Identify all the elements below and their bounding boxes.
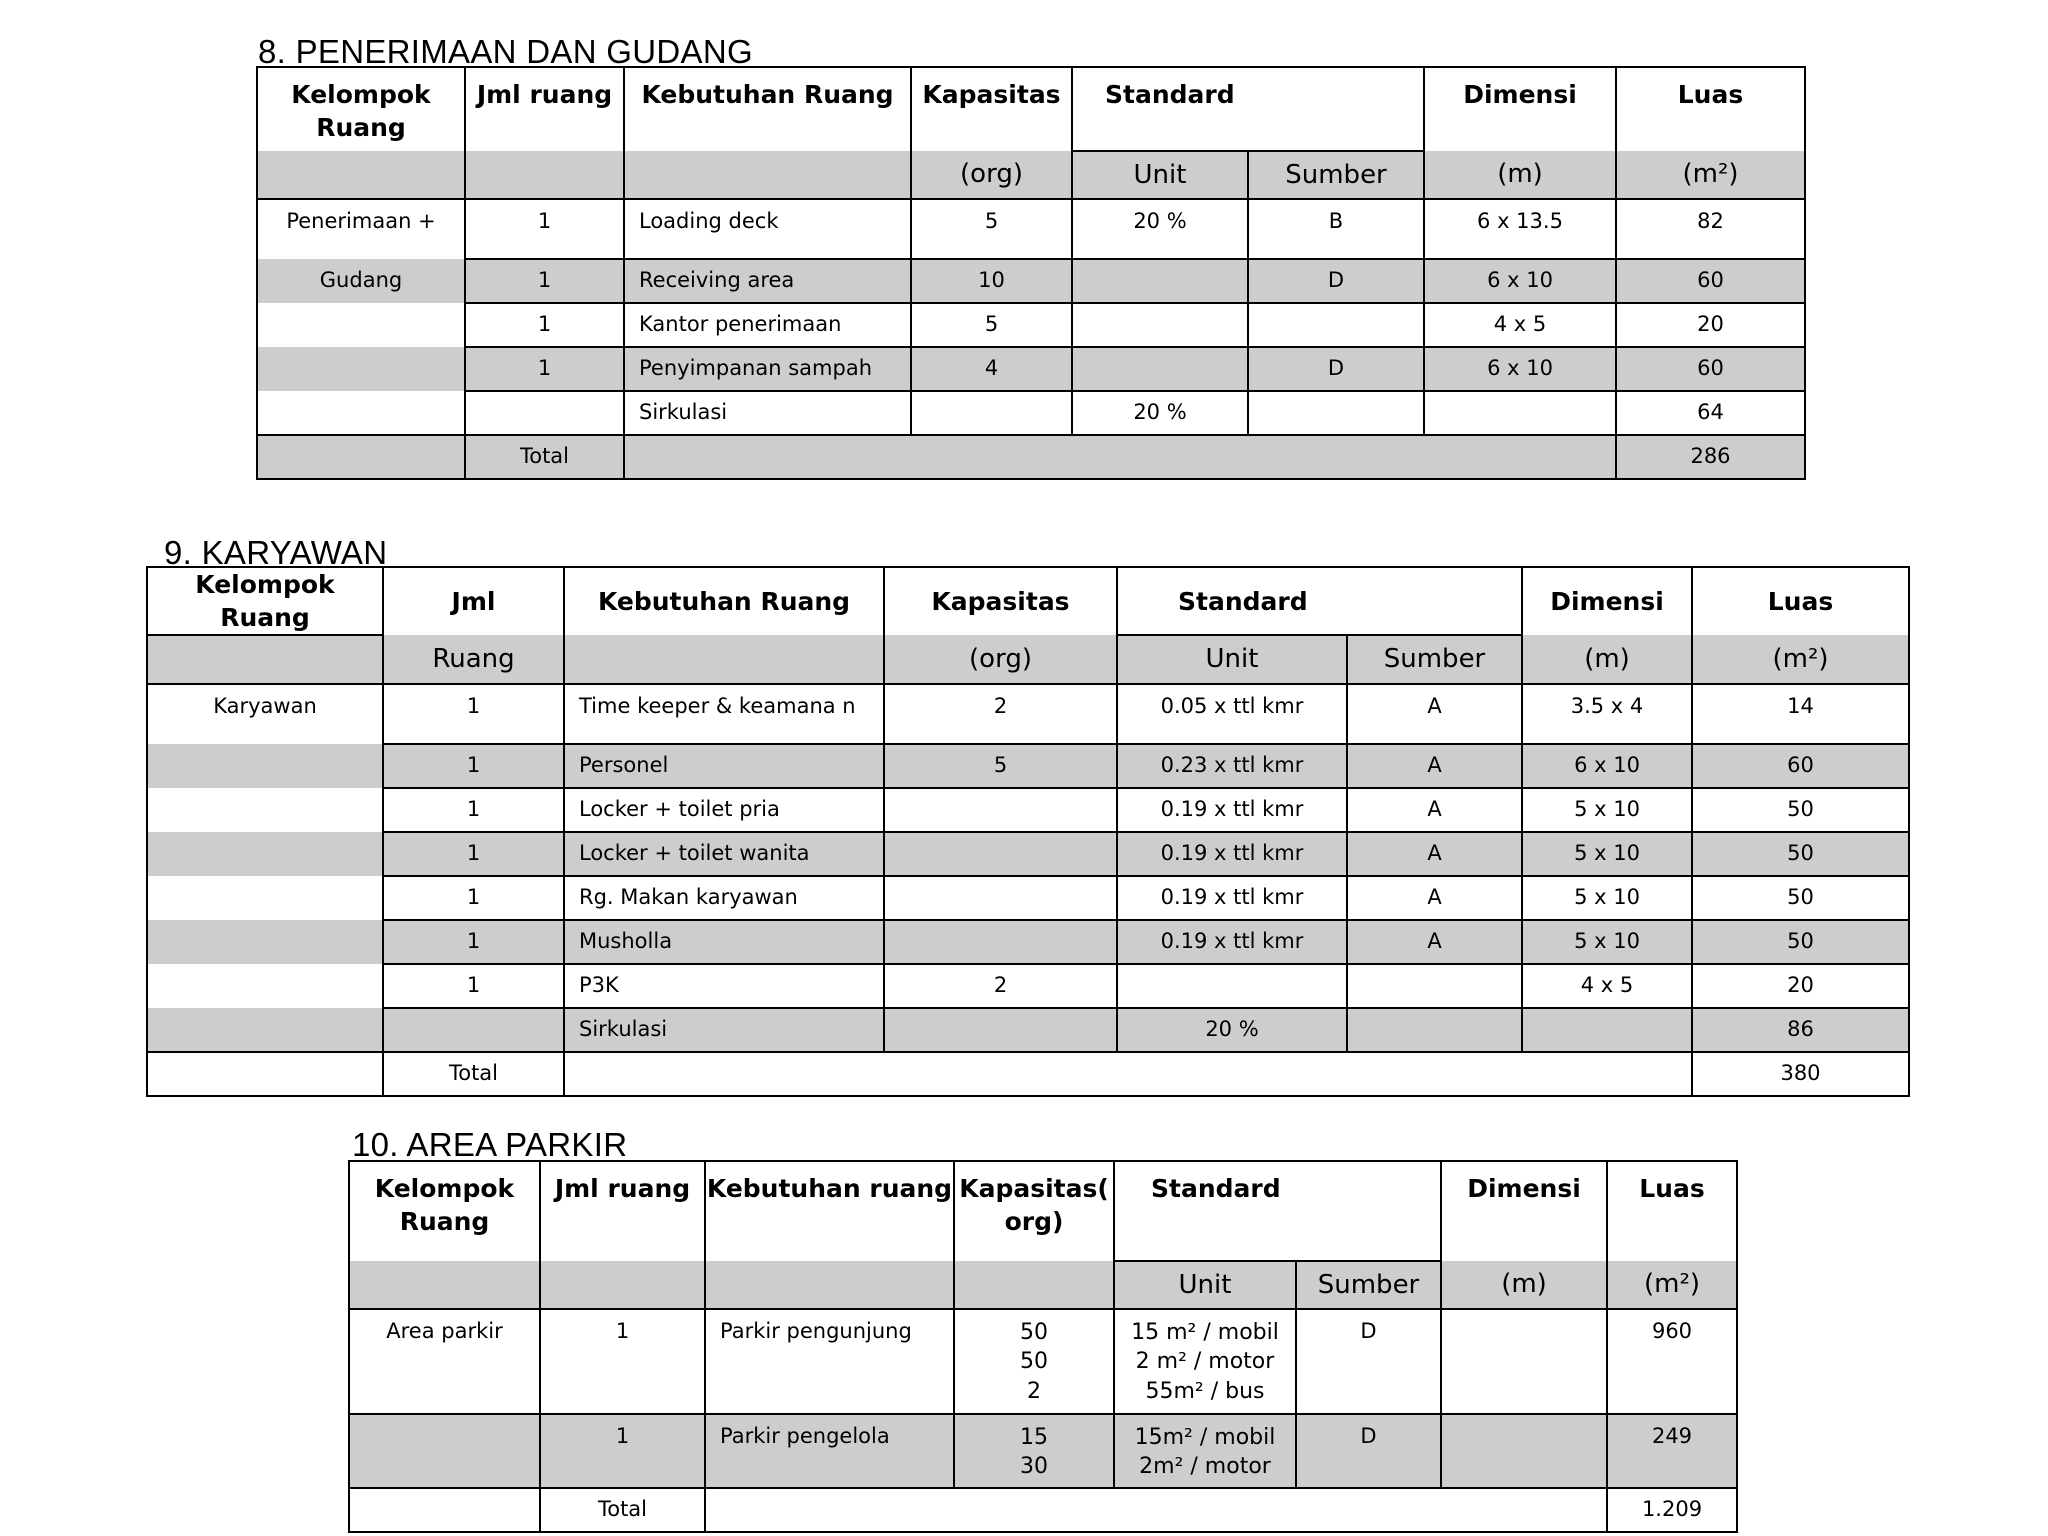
header-sub-empty: [705, 1261, 954, 1309]
header-unit: Unit: [1072, 151, 1248, 199]
cell-unit: 20 %: [1117, 1008, 1347, 1052]
group-cell-empty: [147, 920, 383, 964]
header-dimensi: Dimensi: [1424, 67, 1616, 151]
cell-kebutuhan: Personel: [564, 744, 884, 788]
cell-kapasitas: 2: [884, 684, 1117, 744]
cell-dimensi: [1441, 1309, 1607, 1414]
cell-kebutuhan: Sirkulasi: [624, 391, 911, 435]
table-karyawan: [146, 566, 1910, 1097]
cell-kapasitas: [884, 920, 1117, 964]
cell-jml: 1: [465, 259, 624, 303]
header-dimensi: Dimensi: [1522, 567, 1692, 635]
header-sumber: Sumber: [1296, 1261, 1441, 1309]
group-cell-empty: [257, 303, 465, 347]
header-sub-empty: [564, 635, 884, 684]
total-cell-empty: [624, 435, 1616, 479]
header-kelompok-ruang: Kelompok Ruang: [147, 567, 383, 635]
table-area-parkir: [348, 1160, 1738, 1533]
header-luas: Luas: [1692, 567, 1909, 635]
unit-line: 15 m² / mobil: [1131, 1320, 1279, 1345]
cell-kebutuhan: Time keeper & keamana n: [564, 684, 884, 744]
cell-dimensi: 3.5 x 4: [1522, 684, 1692, 744]
cell-luas: 14: [1692, 684, 1909, 744]
header-dimensi-unit: (m): [1522, 635, 1692, 684]
header-luas: Luas: [1607, 1161, 1737, 1261]
cell-kapasitas: [884, 788, 1117, 832]
header-org: (org): [911, 151, 1072, 199]
cell-sumber: [1248, 391, 1424, 435]
cell-dimensi: 6 x 10: [1424, 347, 1616, 391]
cell-luas: 20: [1692, 964, 1909, 1008]
table-row: [257, 303, 1805, 347]
cell-unit: 20 %: [1072, 199, 1248, 259]
cell-jml: [383, 1008, 564, 1052]
cell-dimensi: 5 x 10: [1522, 788, 1692, 832]
cell-luas: 50: [1692, 920, 1909, 964]
unit-line: 55m² / bus: [1145, 1378, 1265, 1404]
total-cell-empty: [257, 435, 465, 479]
cell-kebutuhan: P3K: [564, 964, 884, 1008]
cell-sumber: A: [1347, 920, 1522, 964]
cell-kapasitas: 5: [911, 303, 1072, 347]
header-kapasitas: Kapasitas: [884, 567, 1117, 635]
cell-kapasitas: [884, 832, 1117, 876]
cell-luas: 50: [1692, 788, 1909, 832]
cell-unit: 0.23 x ttl kmr: [1117, 744, 1347, 788]
total-cell-empty: [705, 1488, 1607, 1532]
cell-sumber: A: [1347, 876, 1522, 920]
cell-jml: 1: [383, 964, 564, 1008]
cell-kapasitas: [954, 1309, 1114, 1414]
total-row: [257, 435, 1805, 479]
total-label: Total: [383, 1052, 564, 1096]
header-jml-ruang: Jml ruang: [465, 67, 624, 151]
cell-jml: 1: [540, 1414, 705, 1488]
cell-sumber: [1248, 303, 1424, 347]
cell-luas: 249: [1607, 1414, 1737, 1488]
cell-kelompok: [349, 1414, 540, 1488]
cell-dimensi: 6 x 13.5: [1424, 199, 1616, 259]
cell-kebutuhan: Locker + toilet pria: [564, 788, 884, 832]
cell-luas: 960: [1607, 1309, 1737, 1414]
cell-kapasitas: 5: [884, 744, 1117, 788]
group-cell-empty: [257, 347, 465, 391]
header-kebutuhan-ruang: Kebutuhan Ruang: [564, 567, 884, 635]
cell-kebutuhan: Locker + toilet wanita: [564, 832, 884, 876]
cell-kapasitas: [911, 391, 1072, 435]
cell-luas: 60: [1692, 744, 1909, 788]
cell-dimensi: 4 x 5: [1522, 964, 1692, 1008]
kapasitas-line: 30: [1020, 1454, 1048, 1480]
header-unit: Unit: [1114, 1261, 1296, 1309]
group-cell-empty: [257, 391, 465, 435]
cell-kebutuhan: Penyimpanan sampah: [624, 347, 911, 391]
group-label: Karyawan: [147, 684, 383, 744]
cell-unit: 0.19 x ttl kmr: [1117, 920, 1347, 964]
total-label: Total: [465, 435, 624, 479]
cell-jml: 1: [383, 744, 564, 788]
section-8-title: 8. PENERIMAAN DAN GUDANG: [258, 33, 753, 70]
cell-kebutuhan: Parkir pengunjung: [705, 1309, 954, 1414]
header-kelompok-ruang: Kelompok Ruang: [257, 67, 465, 151]
group-label: Gudang: [257, 259, 465, 303]
cell-kebutuhan: Rg. Makan karyawan: [564, 876, 884, 920]
unit-line: 15m² / mobil: [1134, 1425, 1276, 1450]
cell-kapasitas: 2: [884, 964, 1117, 1008]
kapasitas-line: 50: [1020, 1349, 1048, 1375]
header-sumber: Sumber: [1248, 151, 1424, 199]
cell-dimensi: 6 x 10: [1424, 259, 1616, 303]
cell-luas: 60: [1616, 347, 1805, 391]
cell-sumber: B: [1248, 199, 1424, 259]
cell-luas: 86: [1692, 1008, 1909, 1052]
cell-jml: 1: [383, 832, 564, 876]
cell-jml: 1: [465, 199, 624, 259]
cell-kelompok: Area parkir: [349, 1309, 540, 1414]
cell-dimensi: 4 x 5: [1424, 303, 1616, 347]
cell-jml: 1: [383, 920, 564, 964]
cell-luas: 50: [1692, 832, 1909, 876]
cell-luas: 82: [1616, 199, 1805, 259]
header-luas-unit: (m²): [1616, 151, 1805, 199]
cell-unit: [1114, 1414, 1296, 1488]
cell-dimensi: [1424, 391, 1616, 435]
cell-luas: 20: [1616, 303, 1805, 347]
header-sub-empty: [624, 151, 911, 199]
cell-jml: 1: [465, 347, 624, 391]
cell-sumber: A: [1347, 744, 1522, 788]
cell-dimensi: [1441, 1414, 1607, 1488]
header-sub-empty: [257, 151, 465, 199]
total-cell-empty: [147, 1052, 383, 1096]
cell-kebutuhan: Musholla: [564, 920, 884, 964]
header-luas-unit: (m²): [1607, 1261, 1737, 1309]
table-penerimaan-gudang: [256, 66, 1806, 480]
header-standard: Standard: [1072, 67, 1424, 151]
cell-sumber: A: [1347, 832, 1522, 876]
table-row: [257, 347, 1805, 391]
cell-unit: [1072, 259, 1248, 303]
header-org: (org): [884, 635, 1117, 684]
group-cell-empty: [147, 876, 383, 920]
section-10-title: 10. AREA PARKIR: [352, 1126, 628, 1163]
cell-luas: 64: [1616, 391, 1805, 435]
header-standard: Standard: [1114, 1161, 1441, 1261]
section-9-title: 9. KARYAWAN: [164, 534, 388, 571]
cell-kebutuhan: Parkir pengelola: [705, 1414, 954, 1488]
total-value: 380: [1692, 1052, 1909, 1096]
header-sub-empty: [540, 1261, 705, 1309]
group-cell-empty: [147, 832, 383, 876]
group-cell-empty: [147, 744, 383, 788]
cell-sumber: D: [1296, 1414, 1441, 1488]
total-cell-empty: [349, 1488, 540, 1532]
cell-jml: 1: [383, 788, 564, 832]
cell-jml: 1: [465, 303, 624, 347]
header-sub-empty: [954, 1261, 1114, 1309]
cell-jml: [465, 391, 624, 435]
cell-jml: 1: [383, 684, 564, 744]
table-row: [147, 920, 1909, 964]
cell-kebutuhan: Sirkulasi: [564, 1008, 884, 1052]
header-kebutuhan-ruang: Kebutuhan ruang: [705, 1161, 954, 1261]
group-cell-empty: [147, 788, 383, 832]
cell-kapasitas: [884, 1008, 1117, 1052]
cell-kebutuhan: Receiving area: [624, 259, 911, 303]
header-kebutuhan-ruang: Kebutuhan Ruang: [624, 67, 911, 151]
cell-sumber: D: [1296, 1309, 1441, 1414]
header-sub-empty: [147, 635, 383, 684]
cell-kapasitas: [954, 1414, 1114, 1488]
cell-sumber: A: [1347, 684, 1522, 744]
cell-unit: [1114, 1309, 1296, 1414]
kapasitas-line: 15: [1020, 1425, 1048, 1450]
cell-kapasitas: 5: [911, 199, 1072, 259]
cell-dimensi: [1522, 1008, 1692, 1052]
table-row: [349, 1309, 1737, 1414]
group-cell-empty: [147, 1008, 383, 1052]
cell-sumber: [1347, 1008, 1522, 1052]
cell-luas: 60: [1616, 259, 1805, 303]
cell-jml: 1: [383, 876, 564, 920]
cell-sumber: A: [1347, 788, 1522, 832]
header-ruang: Ruang: [383, 635, 564, 684]
header-luas-unit: (m²): [1692, 635, 1909, 684]
cell-kapasitas: 4: [911, 347, 1072, 391]
cell-sumber: [1347, 964, 1522, 1008]
cell-kebutuhan: Loading deck: [624, 199, 911, 259]
header-standard: Standard: [1117, 567, 1522, 635]
header-kapasitas: Kapasitas: [911, 67, 1072, 151]
cell-unit: 0.19 x ttl kmr: [1117, 876, 1347, 920]
table-row: [147, 964, 1909, 1008]
header-sub-empty: [349, 1261, 540, 1309]
cell-dimensi: 6 x 10: [1522, 744, 1692, 788]
table-row: [147, 788, 1909, 832]
table-row: [257, 199, 1805, 259]
table-row: [147, 744, 1909, 788]
total-value: 286: [1616, 435, 1805, 479]
header-unit: Unit: [1117, 635, 1347, 684]
table-row: [257, 259, 1805, 303]
header-kelompok-ruang: Kelompok Ruang: [349, 1161, 540, 1261]
cell-sumber: D: [1248, 259, 1424, 303]
table-row: [257, 391, 1805, 435]
header-sumber: Sumber: [1347, 635, 1522, 684]
group-label: Penerimaan +: [257, 199, 465, 259]
table-row: [147, 1008, 1909, 1052]
cell-dimensi: 5 x 10: [1522, 920, 1692, 964]
cell-sumber: D: [1248, 347, 1424, 391]
cell-unit: 0.19 x ttl kmr: [1117, 832, 1347, 876]
table-row: [147, 684, 1909, 744]
cell-unit: [1072, 347, 1248, 391]
cell-unit: 0.19 x ttl kmr: [1117, 788, 1347, 832]
cell-luas: 50: [1692, 876, 1909, 920]
table-row: [349, 1414, 1737, 1488]
cell-unit: 20 %: [1072, 391, 1248, 435]
header-dimensi-unit: (m): [1441, 1261, 1607, 1309]
total-label: Total: [540, 1488, 705, 1532]
cell-dimensi: 5 x 10: [1522, 876, 1692, 920]
cell-kebutuhan: Kantor penerimaan: [624, 303, 911, 347]
header-jml-ruang: Jml ruang: [540, 1161, 705, 1261]
cell-unit: [1117, 964, 1347, 1008]
header-sub-empty: [465, 151, 624, 199]
header-dimensi-unit: (m): [1424, 151, 1616, 199]
kapasitas-line: 50: [1020, 1320, 1048, 1345]
total-cell-empty: [564, 1052, 1692, 1096]
group-cell-empty: [147, 964, 383, 1008]
unit-line: 2m² / motor: [1139, 1454, 1271, 1480]
kapasitas-line: 2: [1027, 1378, 1041, 1404]
cell-dimensi: 5 x 10: [1522, 832, 1692, 876]
cell-kapasitas: 10: [911, 259, 1072, 303]
cell-unit: 0.05 x ttl kmr: [1117, 684, 1347, 744]
table-row: [147, 832, 1909, 876]
header-kapasitas: Kapasitas( org): [954, 1161, 1114, 1261]
total-row: [147, 1052, 1909, 1096]
header-jml: Jml: [383, 567, 564, 635]
table-row: [147, 876, 1909, 920]
unit-line: 2 m² / motor: [1135, 1349, 1275, 1375]
cell-unit: [1072, 303, 1248, 347]
total-value: 1.209: [1607, 1488, 1737, 1532]
header-dimensi: Dimensi: [1441, 1161, 1607, 1261]
cell-kapasitas: [884, 876, 1117, 920]
cell-jml: 1: [540, 1309, 705, 1414]
header-luas: Luas: [1616, 67, 1805, 151]
total-row: [349, 1488, 1737, 1532]
